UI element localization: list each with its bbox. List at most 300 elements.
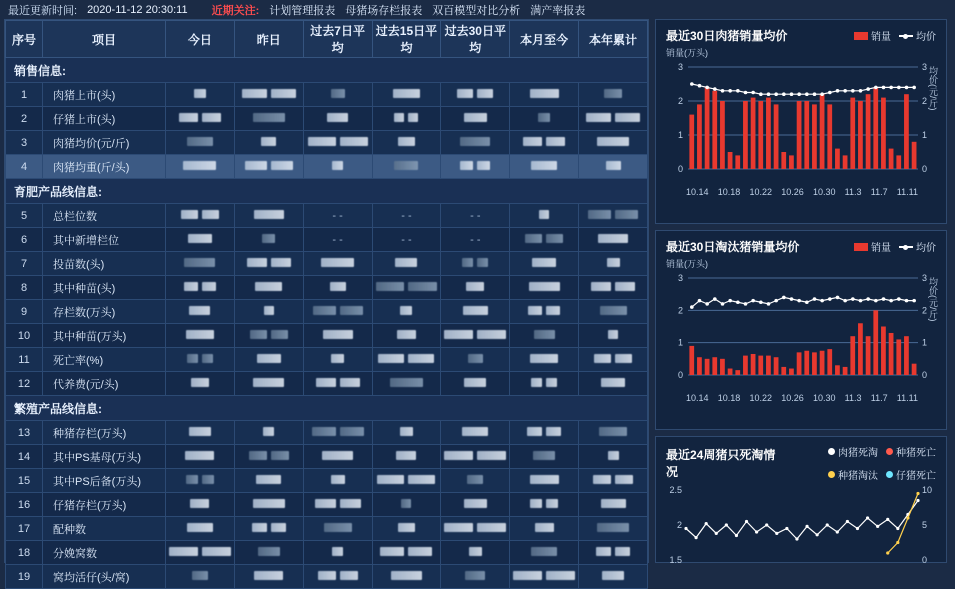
value-obscured [238,499,300,508]
value-bar [398,523,415,532]
value-bar [400,427,413,436]
row-value-cell [579,276,648,300]
value-bar [189,427,211,436]
value-bar [462,427,488,436]
value-bar [530,354,558,363]
value-obscured [376,475,438,484]
table-row[interactable] [6,517,648,541]
row-value-cell [234,228,303,252]
value-bar [601,378,625,387]
legend-item-breeder-death[interactable] [886,444,936,459]
row-value-cell [372,372,441,396]
value-bar [332,547,343,556]
value-bar [546,137,565,146]
chart3-header [656,437,946,484]
value-bar [601,499,626,508]
value-obscured [444,137,506,146]
row-value-cell [579,107,648,131]
row-item-name: 分娩窝数 [43,541,166,565]
value-obscured [238,234,300,243]
value-obscured [376,354,438,363]
chart1-ylabel: 销量(万头) [666,48,708,58]
value-bar [188,234,212,243]
chart1-title: 最近30日肉猪销量均价 [666,29,788,43]
value-bar [257,354,281,363]
value-bar [261,137,276,146]
row-item-name: 仔猪上市(头) [43,107,166,131]
legend-line-swatch [899,35,913,37]
value-bar [249,451,267,460]
value-bar [608,330,618,339]
svg-text:0: 0 [922,164,928,174]
x-tick-label: 10.22 [749,393,772,403]
row-value-cell [510,83,579,107]
legend-dot-yellow [828,471,835,478]
value-bar [390,378,423,387]
value-bar [323,330,353,339]
value-bar [468,354,483,363]
value-bar [186,475,198,484]
table-row[interactable] [6,469,648,493]
link-double-hundred-analysis[interactable]: 双百模型对比分析 [432,4,521,17]
value-bar [187,523,213,532]
row-value-cell [441,276,510,300]
row-value-cell [579,445,648,469]
row-value-cell [510,517,579,541]
chart-panel-mortality [655,436,947,563]
value-obscured [376,523,438,532]
col-avg7: 过去7日平均 [303,21,372,58]
value-bar [202,210,219,219]
value-bar [252,523,267,532]
value-obscured [169,475,231,484]
row-item-name: 投苗数(头) [43,252,166,276]
chart3-plot [662,486,940,569]
value-bar [378,354,404,363]
table-section-title: 繁殖产品线信息: [6,396,648,421]
legend-line-swatch-2 [899,246,913,248]
svg-text:3: 3 [922,273,928,283]
row-value-cell [303,445,372,469]
table-section-row [6,58,648,83]
link-plan-report[interactable]: 计划管理报表 [269,4,336,17]
value-obscured [169,451,231,460]
legend-item-volume[interactable] [854,28,891,43]
row-value-cell [166,493,235,517]
value-obscured [169,523,231,532]
row-value-cell [372,493,441,517]
value-obscured [169,282,231,291]
value-obscured [169,499,231,508]
table-row[interactable] [6,83,648,107]
value-bar [546,234,563,243]
row-item-name: 存栏数(万头) [43,300,166,324]
value-bar [187,137,213,146]
value-bar [531,161,557,170]
table-header-row [6,21,648,58]
value-bar [615,475,633,484]
focus-label: 近期关注: [211,4,260,17]
value-bar [242,89,267,98]
value-obscured [444,499,506,508]
value-bar [408,113,418,122]
value-obscured [376,427,438,436]
row-value-cell [234,300,303,324]
top-status-bar [0,0,955,19]
value-placeholder-dash: - - [470,209,481,222]
value-obscured [582,571,644,580]
value-bar [615,210,638,219]
table-row[interactable] [6,493,648,517]
chart2-ylabel-right: 均价(元/斤) [928,277,938,322]
row-item-name: 肉猪均重(斤/头) [43,155,166,179]
x-tick-label: 11.3 [844,187,862,197]
value-obscured [513,258,575,267]
value-bar [533,451,555,460]
legend-label-price: 均价 [916,32,936,43]
x-tick-label: 10.14 [686,393,709,403]
value-obscured [307,378,369,387]
row-value-cell [234,421,303,445]
value-bar [247,258,267,267]
value-bar [531,378,542,387]
value-bar [464,499,487,508]
svg-text:3: 3 [922,62,928,72]
row-value-cell [579,252,648,276]
row-index: 13 [6,421,43,445]
value-bar [477,330,506,339]
row-value-cell [441,107,510,131]
value-bar [530,475,559,484]
chart2-svg [662,272,938,387]
value-bar [531,547,557,556]
value-bar [596,547,611,556]
value-obscured [238,571,300,580]
value-bar [321,258,354,267]
value-bar [318,571,336,580]
value-obscured [376,547,438,556]
table-row[interactable] [6,300,648,324]
value-bar [397,330,416,339]
value-bar [184,258,215,267]
row-value-cell [303,469,372,493]
value-bar [460,137,490,146]
value-bar [254,571,283,580]
row-value-cell [441,372,510,396]
col-year-to-date: 本年累计 [579,21,648,58]
row-index: 5 [6,204,43,228]
row-value-cell [303,372,372,396]
value-bar [331,475,345,484]
value-obscured [238,161,300,170]
value-obscured [376,306,438,315]
svg-text:2: 2 [922,305,928,316]
row-index: 12 [6,372,43,396]
value-bar [408,547,432,556]
row-value-cell [303,565,372,589]
row-index: 11 [6,348,43,372]
link-sow-farm-report[interactable]: 母猪场存栏报表 [345,4,423,17]
value-obscured [307,89,369,98]
row-index: 1 [6,83,43,107]
table-row[interactable] [6,276,648,300]
value-bar [477,451,506,460]
row-value-cell [234,83,303,107]
x-tick-label: 10.30 [812,187,836,197]
row-value-cell [166,541,235,565]
row-value-cell [579,228,648,252]
value-obscured [376,113,438,122]
row-value-cell [441,204,510,228]
svg-text:0: 0 [677,164,683,174]
row-value-cell [372,131,441,155]
value-obscured [444,451,506,460]
value-bar [530,89,559,98]
row-item-name: 其中种苗(头) [43,276,166,300]
value-bar [169,547,198,556]
value-bar [271,523,286,532]
row-value-cell [166,517,235,541]
value-obscured [513,330,575,339]
value-bar [530,499,542,508]
value-bar [400,306,412,315]
value-placeholder-dash: - - [401,209,412,222]
value-bar [245,161,267,170]
value-obscured [376,378,438,387]
value-obscured [169,378,231,387]
chart3-title: 最近24周猪只死淘情况 [666,448,776,479]
row-item-name: 总栏位数 [43,204,166,228]
table-row[interactable] [6,565,648,589]
value-bar [469,547,482,556]
row-value-cell [303,155,372,179]
link-capacity-rate-report[interactable]: 满产率报表 [530,4,586,17]
row-value-cell [166,469,235,493]
value-bar [340,378,360,387]
chart1-ylabel-right: 均价(元/斤) [928,66,938,111]
row-value-cell [579,517,648,541]
legend-item-price[interactable] [899,28,936,43]
value-bar [331,354,344,363]
row-value-cell [441,252,510,276]
row-value-cell [441,469,510,493]
value-bar [598,234,628,243]
row-value-cell [441,348,510,372]
value-bar [546,306,560,315]
value-bar [262,234,275,243]
value-obscured [238,210,300,219]
row-value-cell [441,541,510,565]
value-bar [546,571,575,580]
table-row[interactable] [6,252,648,276]
table-row[interactable] [6,228,648,252]
value-bar [546,427,561,436]
row-index: 4 [6,155,43,179]
value-obscured [513,354,575,363]
x-tick-label: 11.11 [896,187,918,197]
value-obscured [376,499,438,508]
value-obscured [238,258,300,267]
row-value-cell [441,83,510,107]
chart1-xaxis [656,186,946,197]
legend-item-breeder-cull[interactable] [828,467,878,482]
value-obscured [582,330,644,339]
table-row[interactable] [6,372,648,396]
svg-text:3: 3 [677,273,683,283]
row-value-cell [303,204,372,228]
col-avg15: 过去15日平均 [372,21,441,58]
value-bar [316,378,336,387]
row-item-name: 配种数 [43,517,166,541]
legend-item-volume-2[interactable] [854,239,891,254]
value-bar [591,282,611,291]
row-value-cell [579,565,648,589]
value-obscured [238,451,300,460]
row-value-cell [303,324,372,348]
row-value-cell [510,565,579,589]
row-value-cell [579,348,648,372]
value-bar [202,282,216,291]
value-obscured [513,451,575,460]
x-tick-label: 10.30 [812,393,836,403]
table-row[interactable] [6,155,648,179]
value-obscured [376,89,438,98]
legend-item-fattener-death[interactable] [828,444,878,459]
row-item-name: 肉猪上市(头) [43,83,166,107]
value-bar [529,282,560,291]
value-bar [464,113,487,122]
value-bar [457,89,473,98]
svg-text:5: 5 [922,520,928,530]
row-value-cell [579,493,648,517]
chart2-xaxis [656,392,946,403]
value-bar [253,113,285,122]
value-placeholder-dash: - - [332,233,343,246]
value-obscured [169,571,231,580]
value-obscured [307,306,369,315]
value-bar [312,427,336,436]
x-tick-label: 10.14 [686,187,709,197]
value-obscured [169,113,231,122]
legend-dot-white [828,448,835,455]
value-bar [250,330,267,339]
row-value-cell [579,300,648,324]
value-bar [588,210,611,219]
value-bar [600,306,627,315]
value-bar [602,571,624,580]
row-item-name: 其中种苗(万头) [43,324,166,348]
row-value-cell [372,107,441,131]
row-value-cell [510,300,579,324]
row-value-cell [510,493,579,517]
value-obscured [238,282,300,291]
value-bar [615,354,632,363]
value-bar [330,282,346,291]
value-obscured [307,427,369,436]
row-item-name: 其中PS基母(万头) [43,445,166,469]
table-row[interactable] [6,204,648,228]
row-index: 18 [6,541,43,565]
row-value-cell [166,83,235,107]
row-value-cell [441,517,510,541]
value-obscured [582,451,644,460]
value-obscured [238,378,300,387]
x-tick-label: 10.26 [781,393,804,403]
row-value-cell [372,421,441,445]
row-item-name: 其中新增栏位 [43,228,166,252]
row-value-cell [441,155,510,179]
value-bar [380,547,404,556]
table-row[interactable] [6,324,648,348]
table-row[interactable] [6,107,648,131]
x-tick-label: 10.18 [717,393,741,403]
kpi-table [5,20,648,589]
table-section-row [6,396,648,421]
row-value-cell [441,131,510,155]
table-row[interactable] [6,541,648,565]
value-obscured [238,354,300,363]
value-bar [202,475,214,484]
value-obscured [444,547,506,556]
row-value-cell [510,372,579,396]
row-value-cell [303,276,372,300]
value-bar [194,89,206,98]
value-bar [192,571,208,580]
legend-bar-swatch [854,32,868,40]
row-value-cell [372,541,441,565]
row-value-cell [441,421,510,445]
row-value-cell [510,421,579,445]
value-bar [534,330,555,339]
value-bar [408,354,434,363]
value-bar [465,571,485,580]
value-obscured [307,571,369,580]
value-obscured [444,89,506,98]
value-bar [308,137,336,146]
table-row[interactable] [6,421,648,445]
row-value-cell [166,324,235,348]
table-row[interactable] [6,348,648,372]
table-row[interactable] [6,131,648,155]
row-item-name: 仔猪存栏(万头) [43,493,166,517]
row-value-cell [372,252,441,276]
value-bar [253,499,285,508]
legend-item-price-2[interactable] [899,239,936,254]
value-bar [586,113,611,122]
row-value-cell [166,300,235,324]
value-obscured [444,113,506,122]
value-bar [477,89,493,98]
value-obscured [513,378,575,387]
chart2-header [656,231,946,257]
value-bar [271,330,288,339]
chart1-svg [662,61,938,181]
row-value-cell [303,300,372,324]
value-obscured [582,499,644,508]
table-row[interactable] [6,445,648,469]
value-obscured [376,571,438,580]
value-obscured [169,89,231,98]
value-bar [391,571,422,580]
table-section-row [6,179,648,204]
legend-item-piglet-death[interactable] [886,467,936,482]
row-value-cell [166,107,235,131]
svg-text:0: 0 [922,370,928,380]
col-avg30: 过去30日平均 [441,21,510,58]
row-item-name: 种猪存栏(万头) [43,421,166,445]
svg-text:3: 3 [677,62,683,72]
row-value-cell [166,228,235,252]
